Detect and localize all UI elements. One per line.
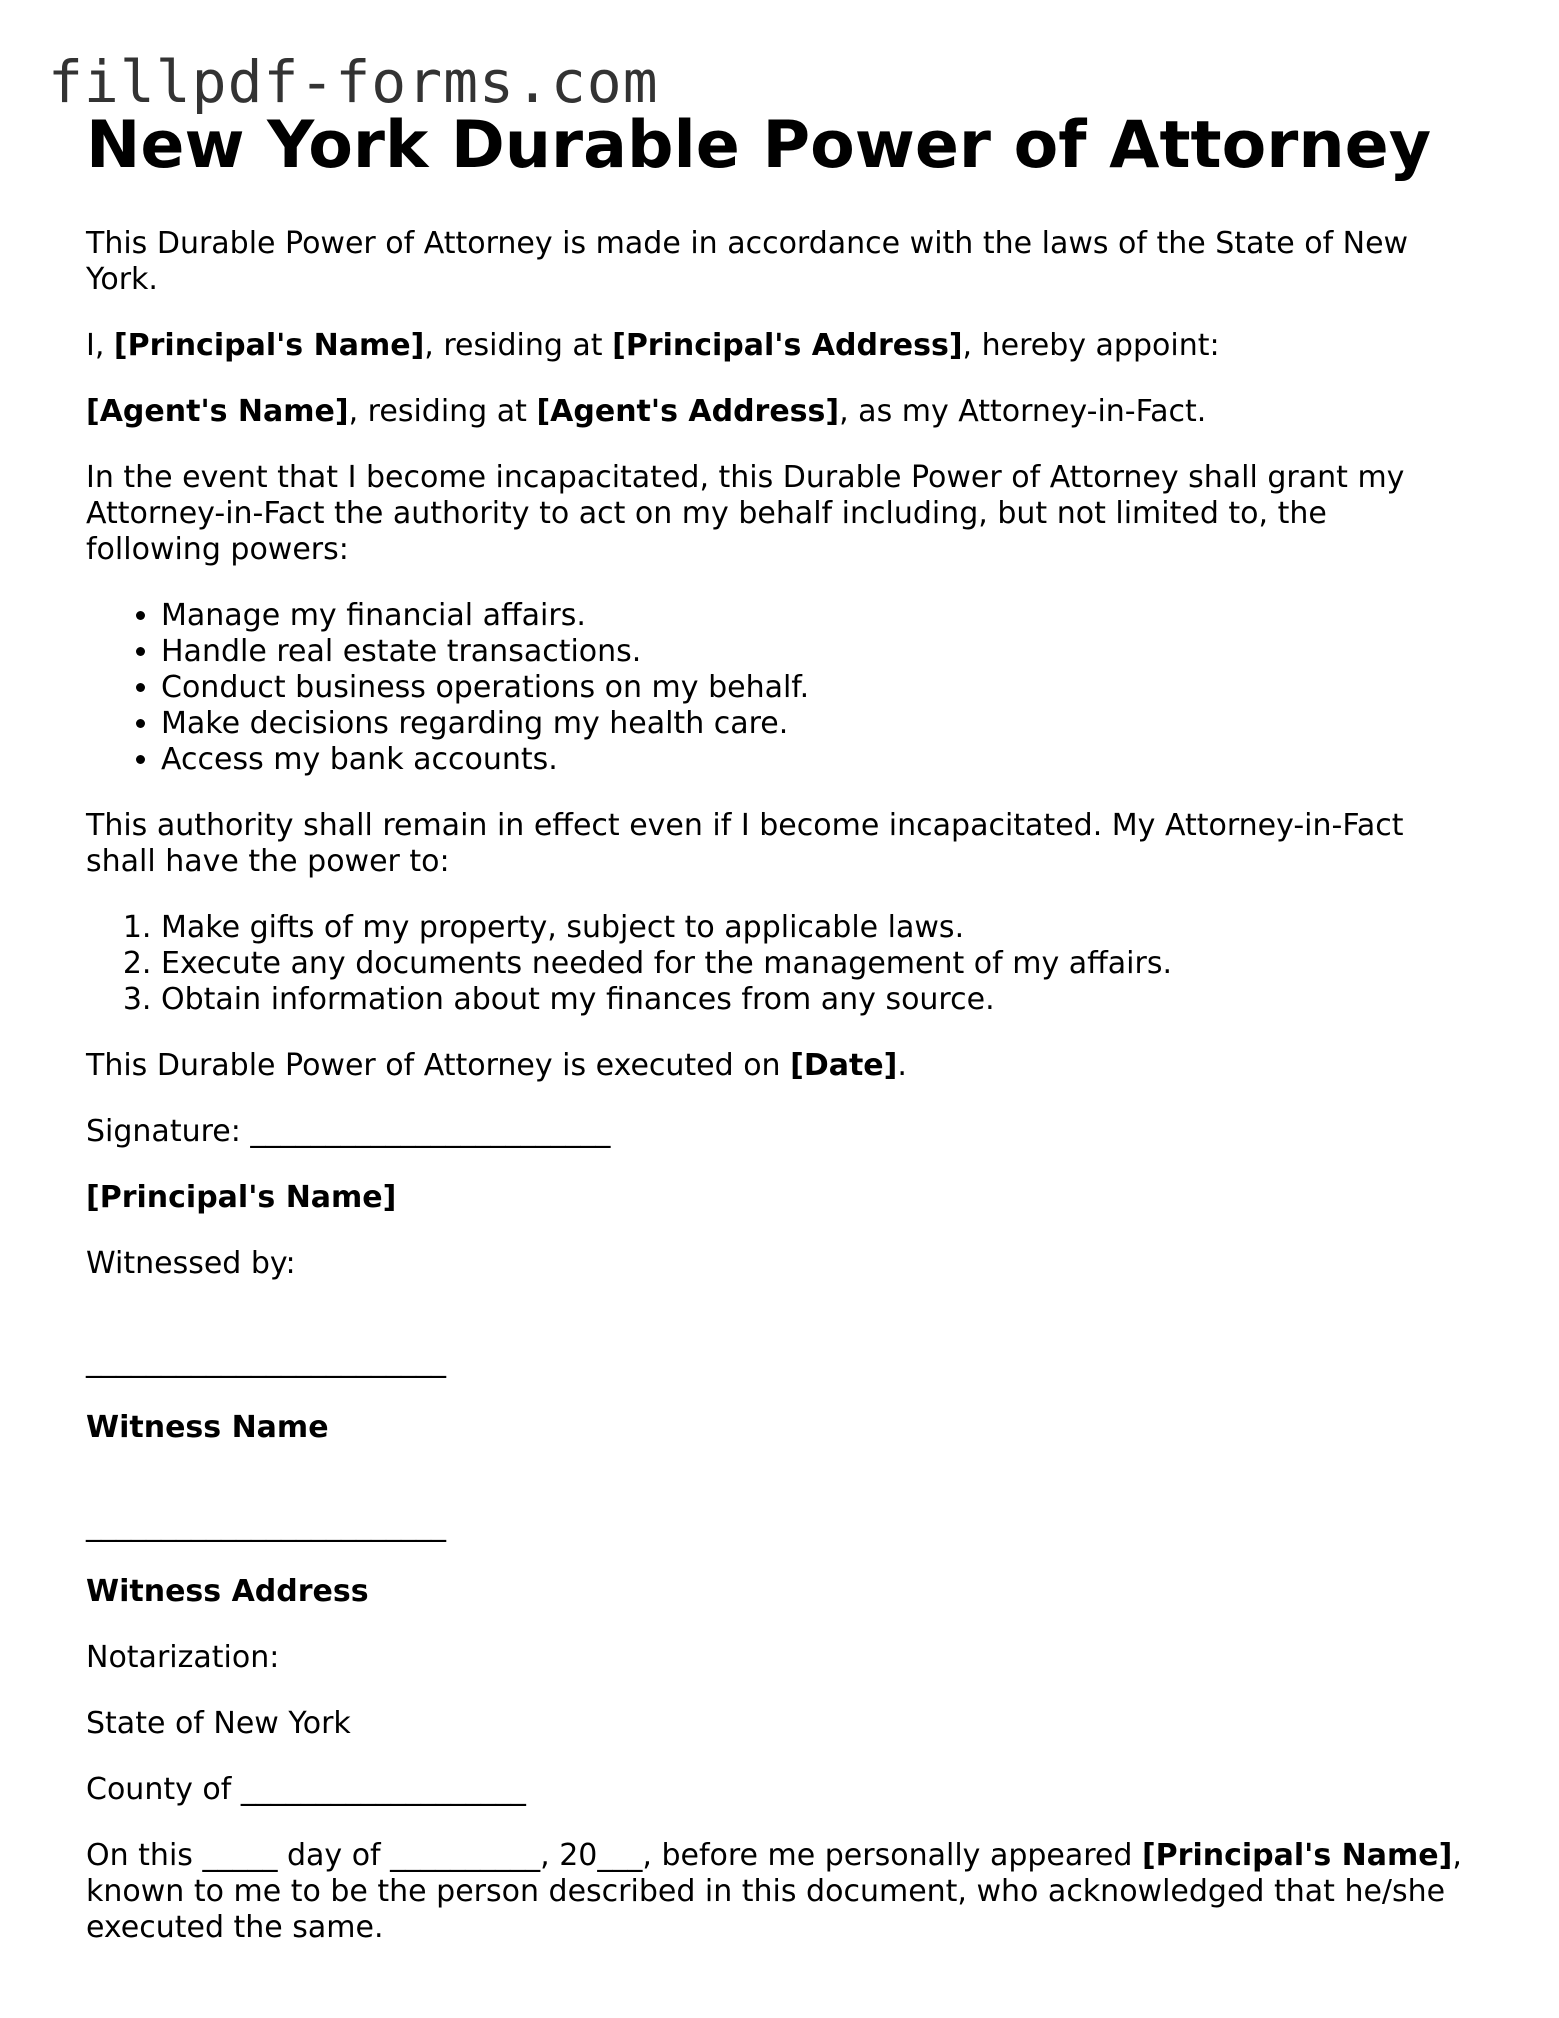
list-item: • Conduct business operations on my behalf. xyxy=(161,670,1466,706)
witness-address-label: Witness Address xyxy=(86,1574,369,1609)
witness-address-blank: ________________________ xyxy=(86,1508,446,1543)
signature-label: Signature: xyxy=(86,1114,251,1149)
list-item: • Access my bank accounts. xyxy=(161,742,1466,778)
list-item: • Make decisions regarding my health care. xyxy=(161,706,1466,742)
authority-paragraph: This authority shall remain in effect even if I become incapacitated. My Attorney-in-Fact shall have the power to: xyxy=(86,808,1404,879)
document xyxy=(86,104,1466,1976)
list-item: 1. Make gifts of my property, subject to applicable laws. xyxy=(161,910,1466,946)
agent-name-field: [Agent's Name] xyxy=(86,394,349,429)
list-item: 2. Execute any documents needed for the management of my affairs. xyxy=(161,946,1466,982)
signature-blank: ________________________ xyxy=(250,1114,611,1149)
powers-list xyxy=(86,598,1466,778)
date-field: [Date] xyxy=(790,1048,898,1083)
witness-name-blank: ________________________ xyxy=(86,1344,446,1379)
intro-paragraph: This Durable Power of Attorney is made in accordance with the laws of the State of New York. xyxy=(86,226,1409,297)
appointment-paragraph: I, [Principal's Name], residing at [Principal's Address], hereby appoint: xyxy=(86,328,1220,363)
notarization-heading: Notarization: xyxy=(86,1640,280,1675)
signature-line xyxy=(86,1114,1466,1150)
witnessed-by-label: Witnessed by: xyxy=(86,1246,296,1281)
agent-paragraph: [Agent's Name], residing at [Agent's Address], as my Attorney-in-Fact. xyxy=(86,394,1207,429)
list-item: 3. Obtain information about my finances from any source. xyxy=(161,982,1466,1018)
principal-name-field: [Principal's Name] xyxy=(113,328,425,363)
watermark: fillpdf-forms.com xyxy=(48,48,659,116)
witness-name-label: Witness Name xyxy=(86,1410,329,1445)
list-item: • Manage my financial affairs. xyxy=(161,598,1466,634)
additional-powers-list xyxy=(86,910,1466,1018)
county-blank: ___________________ xyxy=(240,1772,526,1807)
page-title: New York Durable Power of Attorney xyxy=(86,108,1432,183)
state-line: State of New York xyxy=(86,1706,351,1741)
principal-name-field: [Principal's Name] xyxy=(1141,1838,1453,1873)
agent-address-field: [Agent's Address] xyxy=(536,394,840,429)
signer-name: [Principal's Name] xyxy=(86,1180,397,1215)
acknowledgment-paragraph: On this _____ day of __________, 20___, before me personally appeared [Principal's Name], known to me to be the person described in this document, who acknowledged that he/she executed the same. xyxy=(86,1838,1462,1945)
county-line: County of ___________________ xyxy=(86,1772,526,1807)
principal-address-field: [Principal's Address] xyxy=(612,328,963,363)
execution-paragraph: This Durable Power of Attorney is executed on [Date]. xyxy=(86,1048,907,1083)
incapacity-paragraph: In the event that I become incapacitated, this Durable Power of Attorney shall grant my Attorney-in-Fact the authority to act on my behalf including, but not limited to, the following powers: xyxy=(86,460,1405,567)
list-item: • Handle real estate transactions. xyxy=(161,634,1466,670)
